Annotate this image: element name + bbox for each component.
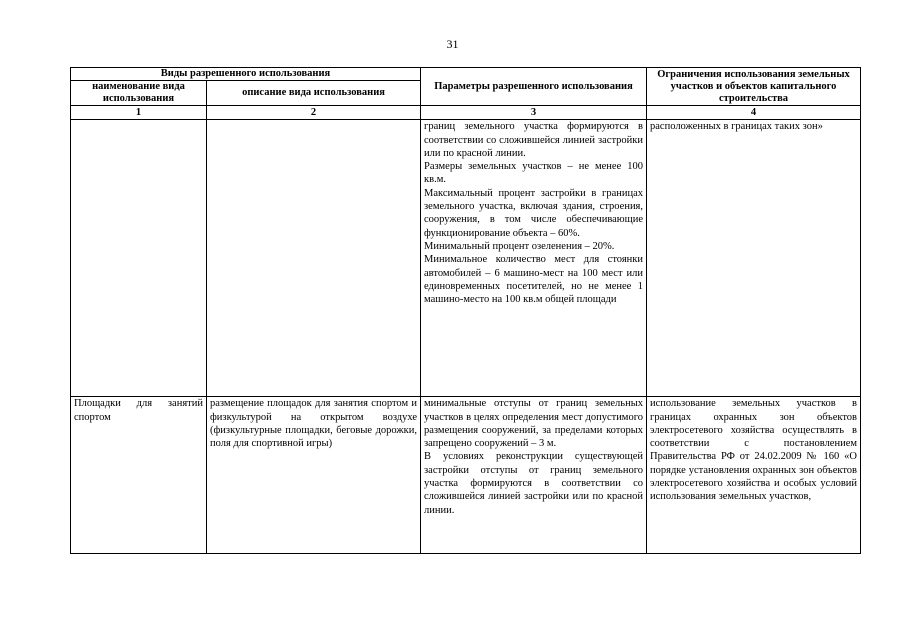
column-number: 4 xyxy=(647,106,861,120)
parameter-paragraph: минимальные отступы от границ земельных участков в целях определения мест допустимого размещения сооружений, за пределами которых запрещено сооружений – 3 м. xyxy=(424,398,644,450)
parameter-paragraph: В условиях реконструкции существующей застройки отступы от границ земельного участка формируются в соответствии со сложившейся линией застройки или по красной линии. xyxy=(424,451,644,516)
parameters-cell xyxy=(421,397,647,554)
parameter-paragraph: Максимальный процент застройки в границах земельного участка, включая здания, строения, сооружения, в том числе обеспечивающие функционирование объекта – 60%. xyxy=(424,187,644,239)
table-row xyxy=(71,397,861,554)
use-description-cell: размещение площадок для занятия спортом и физкультурой на открытом воздухе (физкультурные площадки, беговые дорожки, поля для спортивной игры) xyxy=(207,397,421,554)
regulations-table xyxy=(70,67,861,554)
header-group-title: Виды разрешенного использования xyxy=(71,68,421,81)
column-number-row xyxy=(71,106,861,120)
parameter-paragraph: границ земельного участка формируются в соответствии со сложившейся линией застройки или по красной линии. xyxy=(424,121,644,159)
parameter-paragraph: Минимальный процент озеленения – 20%. xyxy=(424,240,615,252)
column-number: 2 xyxy=(207,106,421,120)
restrictions-cell: расположенных в границах таких зон» xyxy=(647,120,861,397)
page-number: 31 xyxy=(446,37,459,51)
header-use-name: наименование вида использования xyxy=(71,81,207,106)
header-restrictions: Ограничения использования земельных участков и объектов капитального строительства xyxy=(647,68,861,106)
column-number: 1 xyxy=(71,106,207,120)
column-number: 3 xyxy=(421,106,647,120)
restrictions-cell: использование земельных участков в границах охранных зон объектов электросетевого хозяйства осуществлять в соответствии с постановлением Правительства РФ от 24.02.2009 № 160 «О порядке установления охранных зон объектов электросетевого хозяйства и особых условий использования земельных участков, xyxy=(647,397,861,554)
parameter-paragraph: Размеры земельных участков – не менее 100 кв.м. xyxy=(424,161,644,186)
parameter-paragraph: Минимальное количество мест для стоянки автомобилей – 6 машино-мест на 100 мест или единовременных посетителей, но не менее 1 машино-место на 100 кв.м общей площади xyxy=(424,254,644,306)
header-use-description: описание вида использования xyxy=(207,81,421,106)
header-parameters: Параметры разрешенного использования xyxy=(421,68,647,106)
use-name-cell xyxy=(71,120,207,397)
table-row xyxy=(71,120,861,397)
parameters-cell xyxy=(421,120,647,397)
use-name-cell: Площадки для занятий спортом xyxy=(71,397,207,554)
use-description-cell xyxy=(207,120,421,397)
table-header-row xyxy=(71,68,861,81)
